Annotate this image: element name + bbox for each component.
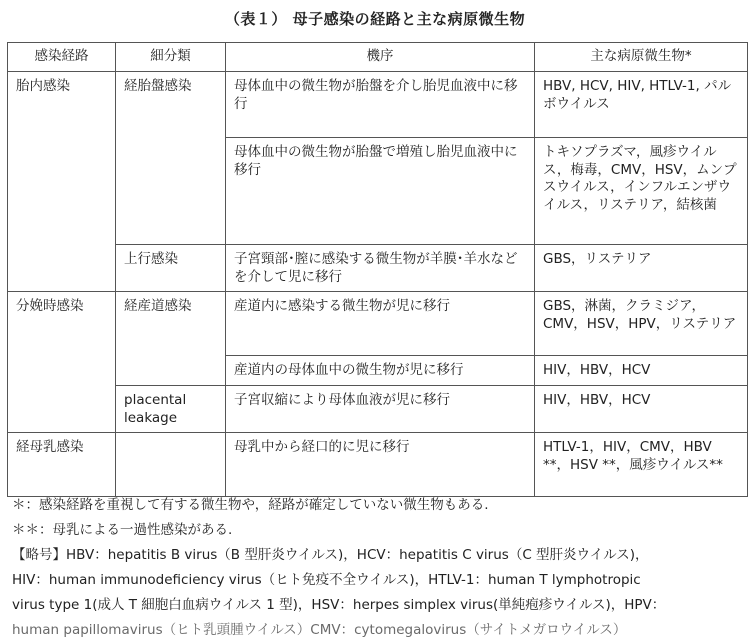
abbreviation-line: human papillomavirus（ヒト乳頭腫ウイルス）CMV：cytomegalovirus（サイトメガロウイルス） <box>12 622 627 638</box>
table-title: （表１） 母子感染の経路と主な病原微生物 <box>224 10 526 28</box>
mechanism-cell: 母体血中の微生物が胎盤で増殖し胎児血液中に移行 <box>226 138 535 245</box>
route-cell: 分娩時感染 <box>8 292 116 433</box>
table-row <box>8 245 748 292</box>
mechanism-cell: 子宮収縮により母体血液が児に移行 <box>226 386 535 433</box>
subcategory-cell: placental leakage <box>116 386 226 433</box>
header-mechanism: 機序 <box>226 43 535 72</box>
abbreviation-line: 【略号】HBV：hepatitis B virus（B 型肝炎ウイルス)，HCV：hepatitis C virus（C 型肝炎ウイルス)， <box>12 547 649 563</box>
header-row <box>8 43 748 72</box>
subcategory-cell: 経産道感染 <box>116 292 226 386</box>
header-subcategory: 細分類 <box>116 43 226 72</box>
mechanism-cell: 子宮頸部･膣に感染する微生物が羊膜･羊水などを介して児に移行 <box>226 245 535 292</box>
pathogen-cell: HTLV-1，HIV，CMV，HBV **，HSV **，風疹ウイルス** <box>535 433 748 497</box>
table-row <box>8 292 748 356</box>
table-row <box>8 433 748 497</box>
footnote-single-asterisk: ＊：感染経路を重視して有する微生物や，経路が確定していない微生物もある. <box>12 497 489 513</box>
table-row <box>8 386 748 433</box>
pathogen-cell: GBS，リステリア <box>535 245 748 292</box>
subcategory-cell: 経胎盤感染 <box>116 72 226 245</box>
mechanism-cell: 母体血中の微生物が胎盤を介し胎児血液中に移行 <box>226 72 535 138</box>
pathogen-cell: HIV，HBV，HCV <box>535 356 748 386</box>
mechanism-cell: 産道内の母体血中の微生物が児に移行 <box>226 356 535 386</box>
pathogen-cell: HIV，HBV，HCV <box>535 386 748 433</box>
pathogen-cell: GBS，淋菌，クラミジア，CMV，HSV，HPV，リステリア <box>535 292 748 356</box>
subcategory-cell <box>116 433 226 497</box>
route-cell: 経母乳感染 <box>8 433 116 497</box>
abbreviation-line: HIV：human immunodeficiency virus（ヒト免疫不全ウイルス)，HTLV-1：human T lymphotropic <box>12 572 641 588</box>
abbreviation-line: virus type 1(成人 T 細胞白血病ウイルス 1 型)，HSV：herpes simplex virus(単純疱疹ウイルス)，HPV： <box>12 597 666 613</box>
pathogen-cell: HBV, HCV, HIV, HTLV-1, パルボウイルス <box>535 72 748 138</box>
infection-route-table <box>7 42 748 497</box>
route-cell: 胎内感染 <box>8 72 116 292</box>
subcategory-cell: 上行感染 <box>116 245 226 292</box>
header-route: 感染経路 <box>8 43 116 72</box>
mechanism-cell: 母乳中から経口的に児に移行 <box>226 433 535 497</box>
header-pathogens: 主な病原微生物* <box>535 43 748 72</box>
mechanism-cell: 産道内に感染する微生物が児に移行 <box>226 292 535 356</box>
footnotes <box>12 493 748 643</box>
table-row <box>8 72 748 138</box>
pathogen-cell: トキソプラズマ，風疹ウイルス，梅毒，CMV，HSV，ムンプスウイルス，インフルエンザウイルス，リステリア，結核菌 <box>535 138 748 245</box>
footnote-double-asterisk: ＊＊：母乳による一過性感染がある. <box>12 522 233 538</box>
